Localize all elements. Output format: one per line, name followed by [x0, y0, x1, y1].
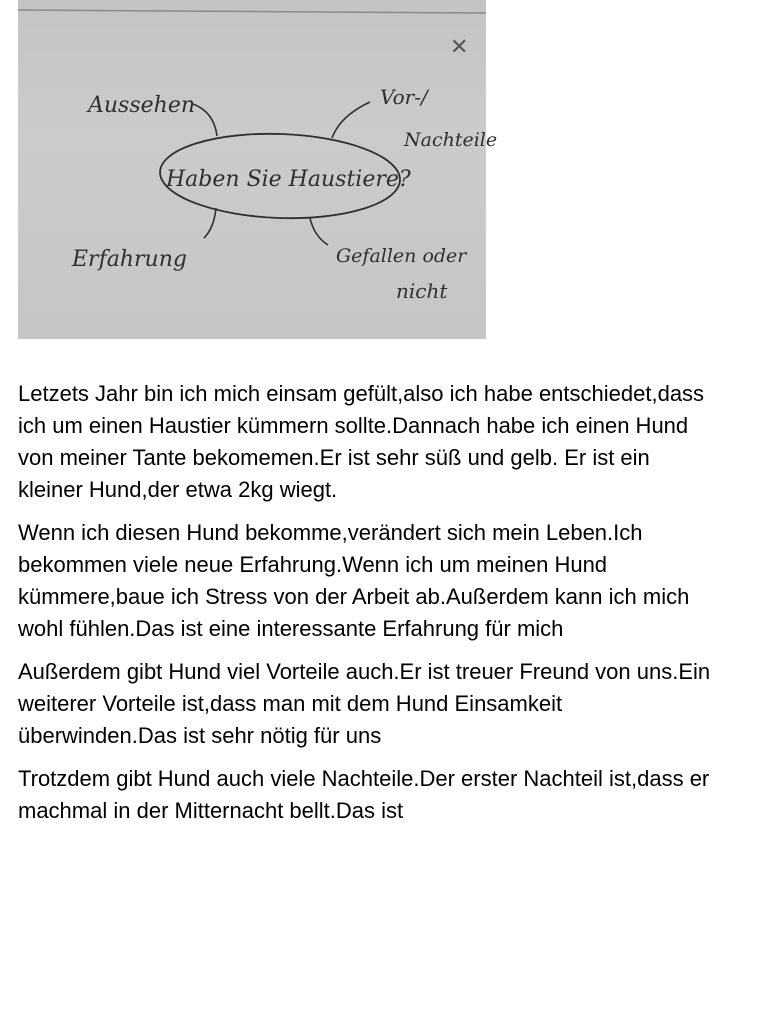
- paper-edge-line: [18, 10, 486, 13]
- branch-line-gefallen: [310, 218, 328, 245]
- essay-text: [18, 378, 718, 838]
- close-mark-icon: ✕: [450, 35, 469, 60]
- branch-label-vor: Vor-/: [380, 85, 428, 109]
- branch-label-gefallen: Gefallen oder: [336, 245, 467, 267]
- branch-line-vor-nachteile: [332, 102, 370, 138]
- branch-label-nicht: nicht: [396, 279, 448, 303]
- center-question: Haben Sie Haustiere?: [166, 167, 411, 192]
- essay-paragraph-2: Wenn ich diesen Hund bekomme,verändert sich mein Leben.Ich bekommen viele neue Erfahrung.Wenn ich um meinen Hund kümmere,baue ich Stress von der Arbeit ab.Außerdem kann ich mich wohl fühlen.Das ist eine interessante Erfahrung für mich: [18, 520, 690, 641]
- branch-label-nachteile: Nachteile: [404, 129, 498, 151]
- branch-line-erfahrung: [204, 208, 216, 238]
- branch-label-erfahrung: Erfahrung: [72, 247, 187, 272]
- essay-paragraph-4: Trotzdem gibt Hund auch viele Nachteile.Der erster Nachteil ist,dass er machmal in der Mitternacht bellt.Das ist: [18, 766, 710, 823]
- mind-map-drawing: [18, 0, 498, 339]
- branch-label-aussehen: Aussehen: [88, 93, 196, 118]
- mind-map-photo: [18, 0, 498, 339]
- essay-paragraph-3: Außerdem gibt Hund viel Vorteile auch.Er ist treuer Freund von uns.Ein weiterer Vorteile ist,dass man mit dem Hund Einsamkeit überwinden.Das ist sehr nötig für uns: [18, 659, 711, 748]
- essay-paragraph-1: Letzets Jahr bin ich mich einsam gefült,also ich habe entschiedet,dass ich um einen Haustier kümmern sollte.Dannach habe ich einen Hund von meiner Tante bekomemen.Er ist sehr süß und gelb. Er ist ein kleiner Hund,der etwa 2kg wiegt.: [18, 381, 705, 502]
- branch-line-aussehen: [193, 104, 217, 136]
